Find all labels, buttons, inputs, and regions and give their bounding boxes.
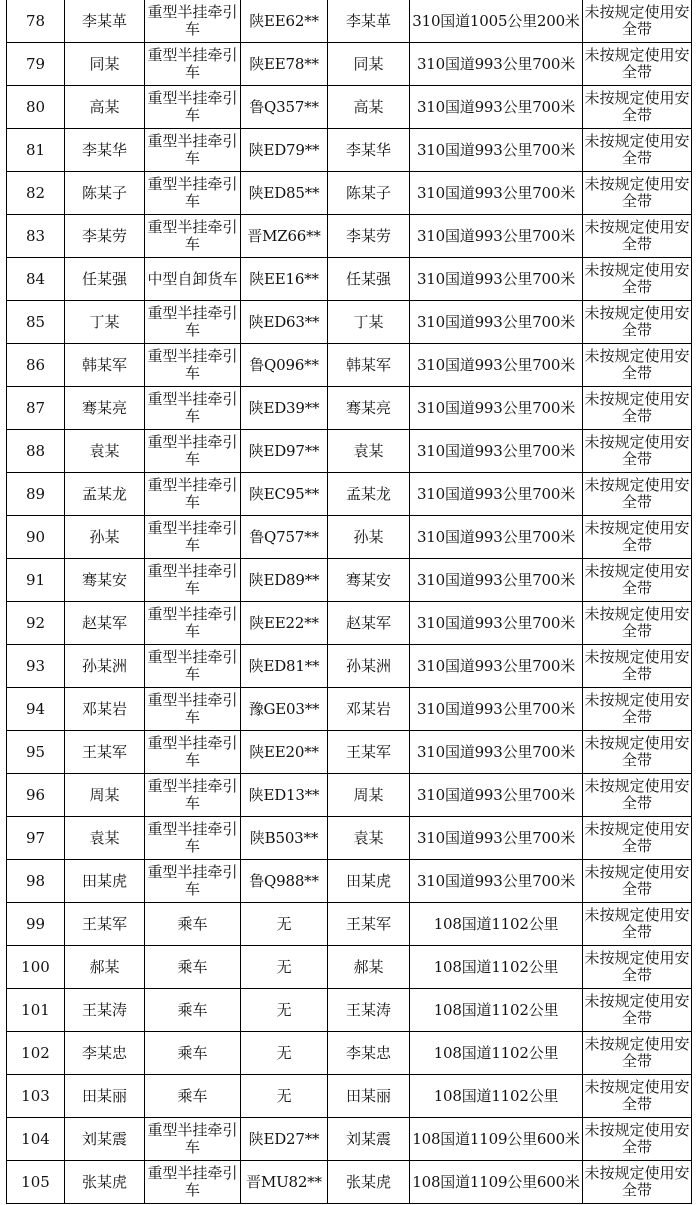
table-row [7,516,692,559]
cell-driver: 同某 [328,43,410,86]
cell-driver: 袁某 [328,430,410,473]
table-row [7,559,692,602]
cell-name: 郝某 [65,946,145,989]
cell-driver: 郝某 [328,946,410,989]
cell-driver: 骞某亮 [328,387,410,430]
cell-no: 100 [7,946,65,989]
cell-vehicle-type: 重型半挂牵引车 [145,559,241,602]
cell-vehicle-type: 重型半挂牵引车 [145,86,241,129]
cell-location: 310国道993公里700米 [410,860,583,903]
cell-name: 丁某 [65,301,145,344]
cell-name: 骞某安 [65,559,145,602]
cell-no: 83 [7,215,65,258]
cell-driver: 李某劳 [328,215,410,258]
cell-vehicle-type: 乘车 [145,946,241,989]
cell-no: 78 [7,0,65,43]
cell-violation: 未按规定使用安全带 [583,430,692,473]
table-row [7,1075,692,1118]
cell-plate: 无 [241,903,328,946]
cell-name: 李某忠 [65,1032,145,1075]
cell-plate: 陕ED13** [241,774,328,817]
cell-no: 102 [7,1032,65,1075]
cell-violation: 未按规定使用安全带 [583,1161,692,1204]
cell-location: 310国道993公里700米 [410,215,583,258]
table-row [7,602,692,645]
cell-violation: 未按规定使用安全带 [583,602,692,645]
cell-driver: 李某忠 [328,1032,410,1075]
cell-no: 98 [7,860,65,903]
cell-vehicle-type: 重型半挂牵引车 [145,129,241,172]
cell-driver: 丁某 [328,301,410,344]
cell-plate: 陕EE78** [241,43,328,86]
table-row [7,817,692,860]
cell-name: 袁某 [65,430,145,473]
table-row [7,774,692,817]
cell-name: 陈某子 [65,172,145,215]
table-row [7,258,692,301]
cell-name: 张某虎 [65,1161,145,1204]
table-row [7,86,692,129]
cell-violation: 未按规定使用安全带 [583,946,692,989]
cell-driver: 袁某 [328,817,410,860]
cell-driver: 韩某军 [328,344,410,387]
cell-vehicle-type: 重型半挂牵引车 [145,645,241,688]
cell-no: 86 [7,344,65,387]
cell-violation: 未按规定使用安全带 [583,43,692,86]
cell-location: 108国道1102公里 [410,989,583,1032]
cell-name: 赵某军 [65,602,145,645]
cell-plate: 陕EE62** [241,0,328,43]
cell-plate: 陕ED81** [241,645,328,688]
cell-location: 310国道993公里700米 [410,86,583,129]
cell-no: 80 [7,86,65,129]
cell-vehicle-type: 重型半挂牵引车 [145,602,241,645]
cell-driver: 陈某子 [328,172,410,215]
cell-location: 108国道1109公里600米 [410,1161,583,1204]
cell-vehicle-type: 重型半挂牵引车 [145,1118,241,1161]
cell-location: 310国道993公里700米 [410,731,583,774]
cell-location: 108国道1102公里 [410,1032,583,1075]
table-row [7,1118,692,1161]
cell-violation: 未按规定使用安全带 [583,688,692,731]
cell-violation: 未按规定使用安全带 [583,860,692,903]
cell-name: 骞某亮 [65,387,145,430]
cell-violation: 未按规定使用安全带 [583,0,692,43]
cell-plate: 晋MZ66** [241,215,328,258]
cell-location: 310国道993公里700米 [410,473,583,516]
cell-violation: 未按规定使用安全带 [583,215,692,258]
cell-plate: 无 [241,989,328,1032]
cell-violation: 未按规定使用安全带 [583,817,692,860]
cell-driver: 王某军 [328,731,410,774]
cell-name: 任某强 [65,258,145,301]
cell-plate: 陕B503** [241,817,328,860]
cell-vehicle-type: 重型半挂牵引车 [145,817,241,860]
table-row [7,1161,692,1204]
cell-location: 310国道993公里700米 [410,430,583,473]
cell-name: 孟某龙 [65,473,145,516]
cell-no: 90 [7,516,65,559]
table-row [7,946,692,989]
cell-violation: 未按规定使用安全带 [583,989,692,1032]
cell-name: 邓某岩 [65,688,145,731]
cell-plate: 无 [241,1075,328,1118]
cell-plate: 陕ED27** [241,1118,328,1161]
cell-driver: 田某丽 [328,1075,410,1118]
cell-plate: 陕EE16** [241,258,328,301]
cell-no: 82 [7,172,65,215]
cell-vehicle-type: 重型半挂牵引车 [145,0,241,43]
cell-location: 108国道1102公里 [410,1075,583,1118]
cell-violation: 未按规定使用安全带 [583,86,692,129]
table-row [7,731,692,774]
cell-driver: 张某虎 [328,1161,410,1204]
cell-no: 93 [7,645,65,688]
cell-violation: 未按规定使用安全带 [583,258,692,301]
table-row [7,43,692,86]
cell-name: 高某 [65,86,145,129]
cell-driver: 刘某震 [328,1118,410,1161]
cell-driver: 王某军 [328,903,410,946]
cell-no: 101 [7,989,65,1032]
cell-vehicle-type: 重型半挂牵引车 [145,731,241,774]
cell-violation: 未按规定使用安全带 [583,473,692,516]
cell-vehicle-type: 重型半挂牵引车 [145,344,241,387]
cell-name: 孙某 [65,516,145,559]
cell-plate: 陕ED39** [241,387,328,430]
cell-location: 310国道993公里700米 [410,129,583,172]
cell-plate: 鲁Q988** [241,860,328,903]
cell-plate: 陕EC95** [241,473,328,516]
table-row [7,0,692,43]
cell-violation: 未按规定使用安全带 [583,1075,692,1118]
table-row [7,989,692,1032]
cell-plate: 无 [241,1032,328,1075]
cell-vehicle-type: 重型半挂牵引车 [145,172,241,215]
cell-no: 81 [7,129,65,172]
cell-vehicle-type: 重型半挂牵引车 [145,1161,241,1204]
cell-driver: 孙某洲 [328,645,410,688]
cell-driver: 骞某安 [328,559,410,602]
cell-violation: 未按规定使用安全带 [583,645,692,688]
cell-no: 95 [7,731,65,774]
cell-vehicle-type: 重型半挂牵引车 [145,774,241,817]
cell-driver: 高某 [328,86,410,129]
table-row [7,172,692,215]
cell-plate: 无 [241,946,328,989]
cell-location: 108国道1102公里 [410,946,583,989]
cell-violation: 未按规定使用安全带 [583,516,692,559]
cell-name: 田某虎 [65,860,145,903]
cell-driver: 赵某军 [328,602,410,645]
cell-plate: 陕ED85** [241,172,328,215]
cell-name: 同某 [65,43,145,86]
cell-vehicle-type: 重型半挂牵引车 [145,43,241,86]
table-row [7,1032,692,1075]
violation-records-table [6,0,692,1204]
cell-no: 105 [7,1161,65,1204]
cell-no: 88 [7,430,65,473]
cell-no: 99 [7,903,65,946]
cell-violation: 未按规定使用安全带 [583,301,692,344]
cell-name: 孙某洲 [65,645,145,688]
cell-plate: 陕EE20** [241,731,328,774]
table-row [7,903,692,946]
cell-name: 王某涛 [65,989,145,1032]
cell-location: 310国道993公里700米 [410,43,583,86]
cell-plate: 鲁Q096** [241,344,328,387]
cell-violation: 未按规定使用安全带 [583,731,692,774]
table-row [7,473,692,516]
cell-no: 104 [7,1118,65,1161]
cell-no: 94 [7,688,65,731]
cell-name: 王某军 [65,903,145,946]
cell-name: 周某 [65,774,145,817]
cell-name: 刘某震 [65,1118,145,1161]
table-row [7,301,692,344]
table-row [7,688,692,731]
cell-plate: 陕ED79** [241,129,328,172]
cell-plate: 鲁Q357** [241,86,328,129]
cell-no: 91 [7,559,65,602]
cell-location: 310国道993公里700米 [410,516,583,559]
cell-violation: 未按规定使用安全带 [583,172,692,215]
cell-violation: 未按规定使用安全带 [583,774,692,817]
cell-plate: 陕ED63** [241,301,328,344]
cell-name: 田某丽 [65,1075,145,1118]
cell-vehicle-type: 中型自卸货车 [145,258,241,301]
cell-driver: 王某涛 [328,989,410,1032]
cell-no: 96 [7,774,65,817]
table-row [7,387,692,430]
cell-violation: 未按规定使用安全带 [583,387,692,430]
cell-location: 310国道993公里700米 [410,301,583,344]
cell-vehicle-type: 乘车 [145,1075,241,1118]
cell-no: 79 [7,43,65,86]
cell-location: 108国道1102公里 [410,903,583,946]
cell-location: 310国道993公里700米 [410,774,583,817]
cell-vehicle-type: 重型半挂牵引车 [145,301,241,344]
cell-driver: 李某革 [328,0,410,43]
table-row [7,430,692,473]
cell-driver: 孟某龙 [328,473,410,516]
cell-vehicle-type: 重型半挂牵引车 [145,215,241,258]
cell-no: 84 [7,258,65,301]
cell-name: 李某革 [65,0,145,43]
cell-driver: 孙某 [328,516,410,559]
table-row [7,645,692,688]
table-body [7,0,692,1204]
cell-violation: 未按规定使用安全带 [583,1118,692,1161]
cell-plate: 豫GE03** [241,688,328,731]
table-row [7,215,692,258]
cell-no: 97 [7,817,65,860]
table-row [7,860,692,903]
cell-location: 108国道1109公里600米 [410,1118,583,1161]
cell-no: 85 [7,301,65,344]
cell-vehicle-type: 重型半挂牵引车 [145,387,241,430]
cell-vehicle-type: 重型半挂牵引车 [145,473,241,516]
cell-location: 310国道993公里700米 [410,645,583,688]
cell-vehicle-type: 乘车 [145,903,241,946]
cell-vehicle-type: 重型半挂牵引车 [145,516,241,559]
cell-violation: 未按规定使用安全带 [583,1032,692,1075]
cell-violation: 未按规定使用安全带 [583,344,692,387]
table-row [7,344,692,387]
cell-location: 310国道1005公里200米 [410,0,583,43]
cell-no: 87 [7,387,65,430]
cell-location: 310国道993公里700米 [410,387,583,430]
cell-driver: 李某华 [328,129,410,172]
cell-name: 韩某军 [65,344,145,387]
cell-vehicle-type: 乘车 [145,989,241,1032]
cell-plate: 陕ED89** [241,559,328,602]
cell-location: 310国道993公里700米 [410,817,583,860]
cell-vehicle-type: 重型半挂牵引车 [145,688,241,731]
cell-vehicle-type: 重型半挂牵引车 [145,860,241,903]
cell-violation: 未按规定使用安全带 [583,903,692,946]
cell-plate: 鲁Q757** [241,516,328,559]
cell-violation: 未按规定使用安全带 [583,129,692,172]
cell-driver: 任某强 [328,258,410,301]
cell-plate: 晋MU82** [241,1161,328,1204]
cell-name: 李某劳 [65,215,145,258]
cell-plate: 陕ED97** [241,430,328,473]
cell-no: 89 [7,473,65,516]
cell-location: 310国道993公里700米 [410,172,583,215]
cell-name: 袁某 [65,817,145,860]
cell-location: 310国道993公里700米 [410,559,583,602]
cell-name: 王某军 [65,731,145,774]
cell-location: 310国道993公里700米 [410,688,583,731]
cell-driver: 田某虎 [328,860,410,903]
cell-location: 310国道993公里700米 [410,344,583,387]
cell-driver: 周某 [328,774,410,817]
cell-location: 310国道993公里700米 [410,602,583,645]
cell-no: 103 [7,1075,65,1118]
cell-vehicle-type: 重型半挂牵引车 [145,430,241,473]
cell-driver: 邓某岩 [328,688,410,731]
cell-name: 李某华 [65,129,145,172]
cell-vehicle-type: 乘车 [145,1032,241,1075]
cell-violation: 未按规定使用安全带 [583,559,692,602]
cell-location: 310国道993公里700米 [410,258,583,301]
cell-no: 92 [7,602,65,645]
table-row [7,129,692,172]
cell-plate: 陕EE22** [241,602,328,645]
